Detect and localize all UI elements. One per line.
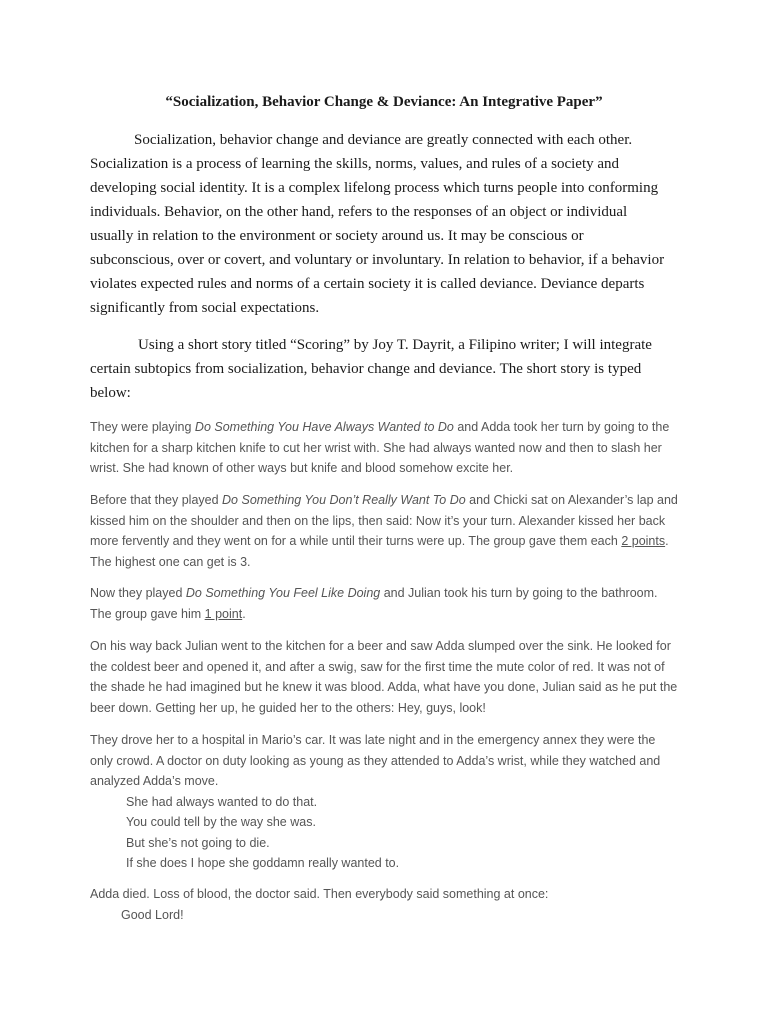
paper-title: “Socialization, Behavior Change & Deviance: An Integrative Paper” — [165, 94, 603, 110]
story-paragraph-5 — [90, 730, 680, 874]
story-text: Adda died. Loss of blood, the doctor said. Then everybody said something at once: — [90, 887, 549, 901]
game-name: Do Something You Don’t Really Want To Do — [222, 493, 466, 507]
dialogue-line: You could tell by the way she was. — [126, 815, 316, 829]
dialogue-line: But she’s not going to die. — [126, 835, 270, 850]
dialogue-line: She had always wanted to do that. — [126, 794, 318, 809]
story-text: and Adda took her turn by going to the kitchen for a sharp kitchen knife to cut her wrist with. She had always wanted now and then to slash her wrist. She had known of other ways but knife and blood somehow excite her. — [90, 420, 670, 475]
story-text: They were playing — [90, 420, 195, 434]
intro-paragraph-2 — [90, 333, 670, 405]
game-name: Do Something You Have Always Wanted to Do — [194, 420, 454, 434]
story-text: They drove her to a hospital in Mario’s car. It was late night and in the emergency annex they were the only crowd. A doctor on duty looking as young as they attended to Adda’s wrist, while they watched and analyzed Adda’s move. — [90, 733, 661, 788]
dialogue-lines — [90, 792, 680, 874]
story-paragraph-2 — [90, 490, 680, 572]
points-text: 2 points — [621, 534, 666, 548]
story-text: and Chicki sat on Alexander’s lap and kissed him on the shoulder and then on the lips, then said: Now it’s your turn. Alexander kissed her back more fervently and they went on for a while until their turns were up. The group gave them each — [90, 493, 678, 548]
story-text: Before that they played — [90, 493, 223, 507]
intro-paragraph-1 — [90, 128, 670, 320]
story-text: and Julian took his turn by going to the bathroom. The group gave him — [90, 586, 658, 621]
intro-paragraph-2-text: Using a short story titled “Scoring” by Joy T. Dayrit, a Filipino writer; I will integrate certain subtopics from socialization, behavior change and deviance. The short story is typed below: — [90, 337, 652, 401]
story-paragraph-1 — [90, 417, 680, 479]
dialogue-line: Good Lord! — [121, 907, 184, 922]
story-paragraph-6 — [90, 884, 680, 925]
story-text: Now they played — [90, 586, 186, 600]
game-name: Do Something You Feel Like Doing — [185, 586, 381, 600]
points-text: 1 point — [204, 606, 243, 621]
story-paragraph-3 — [90, 583, 680, 624]
dialogue-line: If she does I hope she goddamn really wanted to. — [126, 856, 400, 870]
story-text: . The highest one can get is 3. — [90, 534, 669, 569]
story-text: On his way back Julian went to the kitchen for a beer and saw Adda slumped over the sink. He looked for the coldest beer and opened it, and after a swig, saw for the first time the mute color of red. It was not of the shade he had imagined but he knew it was blood. Adda, what have you done, Julian said as he put the beer down. Getting her up, he guided her to the others: Hey, guys, look! — [90, 639, 678, 715]
story-paragraph-4 — [90, 636, 680, 718]
intro-paragraph-1-text: Socialization, behavior change and deviance are greatly connected with each other. Socialization is a process of learning the skills, norms, values, and rules of a society and developing social identity. It is a complex lifelong process which turns people into conforming individuals. Behavior, on the other hand, refers to the responses of an object or individual usually in relation to the environment or society around us. It may be conscious or subconscious, over or covert, and voluntary or involuntary. In relation to behavior, if a behavior violates expected rules and norms of a certain society it is called deviance. Deviance departs significantly from social expectations. — [90, 132, 665, 316]
story-text: . — [242, 606, 246, 621]
